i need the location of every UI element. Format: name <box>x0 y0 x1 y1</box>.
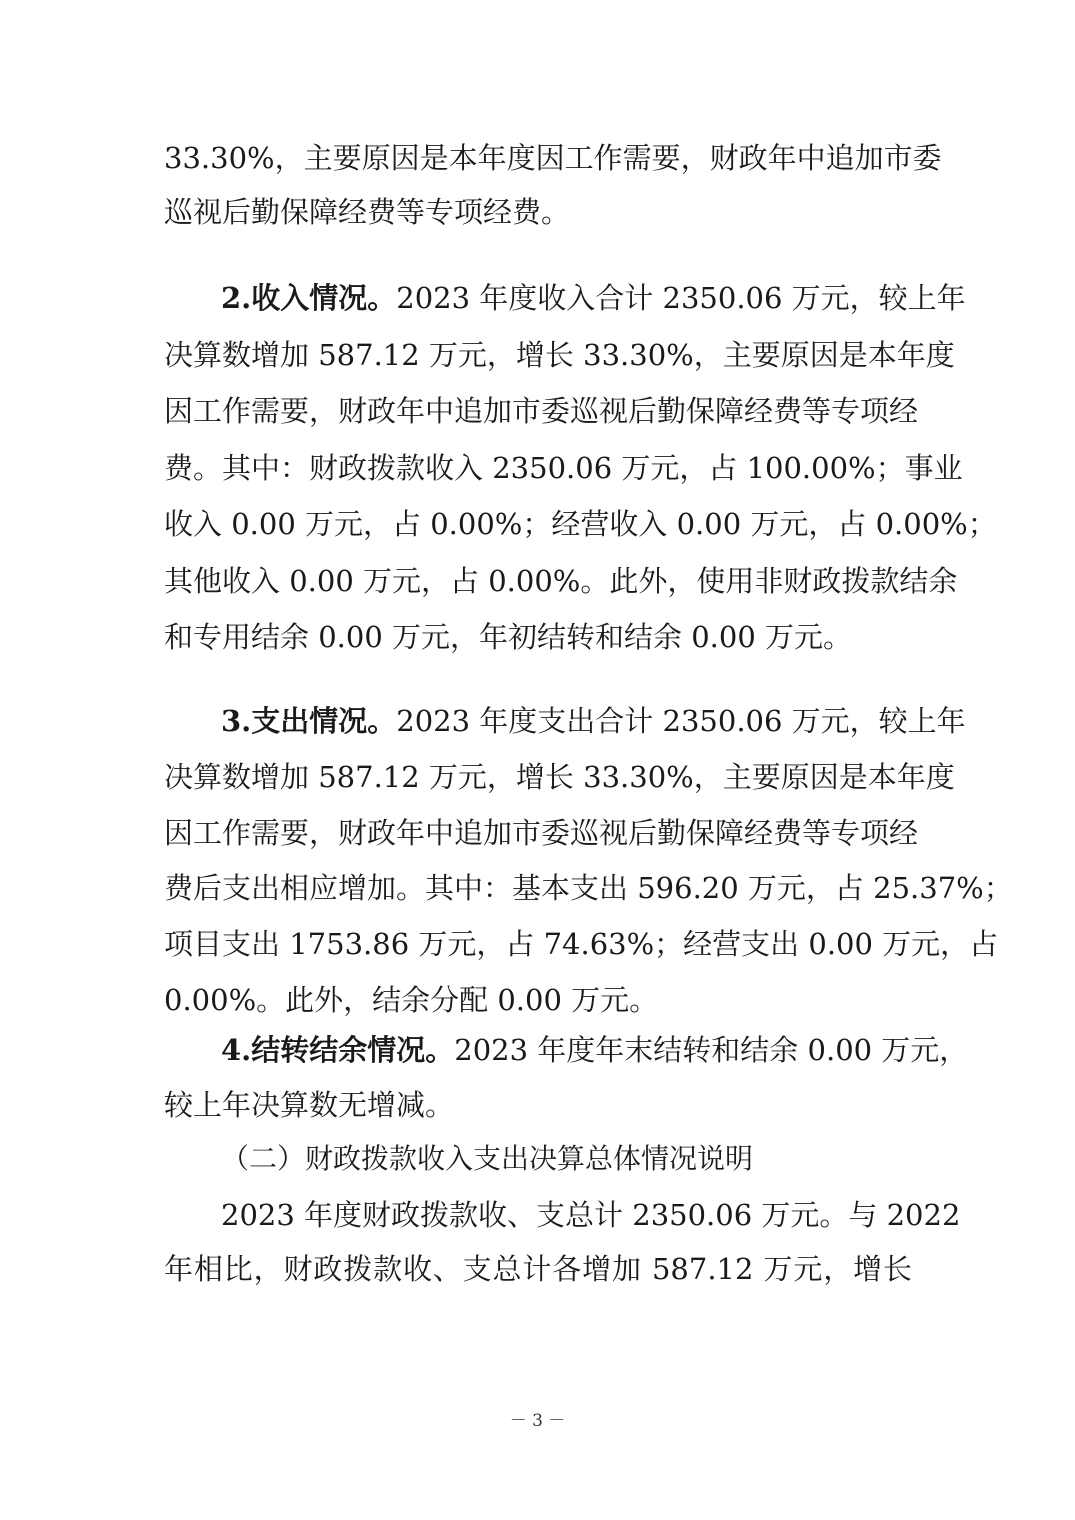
expenditure-first-line <box>221 701 966 741</box>
expenditure-heading: 3.支出情况。 <box>221 704 397 738</box>
carryover-first-line <box>221 1030 969 1070</box>
expenditure-text: 2023 年度支出合计 2350.06 万元，较上年 <box>396 704 966 738</box>
paragraph-line: 项目支出 1753.86 万元，占 74.63%；经营支出 0.00 万元，占 <box>164 927 999 961</box>
paragraph-line: 因工作需要，财政年中追加市委巡视后勤保障经费等专项经 <box>164 394 919 428</box>
paragraph-line: 收入 0.00 万元，占 0.00%；经营收入 0.00 万元，占 0.00%； <box>164 507 997 541</box>
paragraph-line: 33.30%，主要原因是本年度因工作需要，财政年中追加市委 <box>164 141 942 175</box>
paragraph-line: 因工作需要，财政年中追加市委巡视后勤保障经费等专项经 <box>164 816 919 850</box>
paragraph-line: 巡视后勤保障经费等专项经费。 <box>164 195 571 229</box>
paragraph-line: 0.00%。此外，结余分配 0.00 万元。 <box>164 983 659 1017</box>
page-number: － 3 － <box>509 1411 566 1431</box>
income-first-line <box>221 278 966 318</box>
paragraph-line: 其他收入 0.00 万元，占 0.00%。此外，使用非财政拨款结余 <box>164 564 958 598</box>
income-text: 2023 年度收入合计 2350.06 万元，较上年 <box>396 281 966 315</box>
paragraph-line: 决算数增加 587.12 万元，增长 33.30%，主要原因是本年度 <box>164 760 955 794</box>
section-subheading: （二）财政拨款收入支出决算总体情况说明 <box>221 1142 754 1175</box>
carryover-heading: 4.结转结余情况。 <box>221 1033 455 1067</box>
paragraph-line: 2023 年度财政拨款收、支总计 2350.06 万元。与 2022 <box>221 1198 961 1232</box>
paragraph-line: 费后支出相应增加。其中：基本支出 596.20 万元，占 25.37%； <box>164 871 1013 905</box>
carryover-text: 2023 年度年末结转和结余 0.00 万元， <box>454 1033 969 1067</box>
paragraph-line: 年相比，财政拨款收、支总计各增加 587.12 万元，增长 <box>164 1252 912 1286</box>
income-heading: 2.收入情况。 <box>221 281 397 315</box>
paragraph-line: 和专用结余 0.00 万元，年初结转和结余 0.00 万元。 <box>164 620 853 654</box>
paragraph-line: 决算数增加 587.12 万元，增长 33.30%，主要原因是本年度 <box>164 338 955 372</box>
paragraph-line: 费。其中：财政拨款收入 2350.06 万元，占 100.00%；事业 <box>164 451 963 485</box>
paragraph-line: 较上年决算数无增减。 <box>164 1088 455 1122</box>
